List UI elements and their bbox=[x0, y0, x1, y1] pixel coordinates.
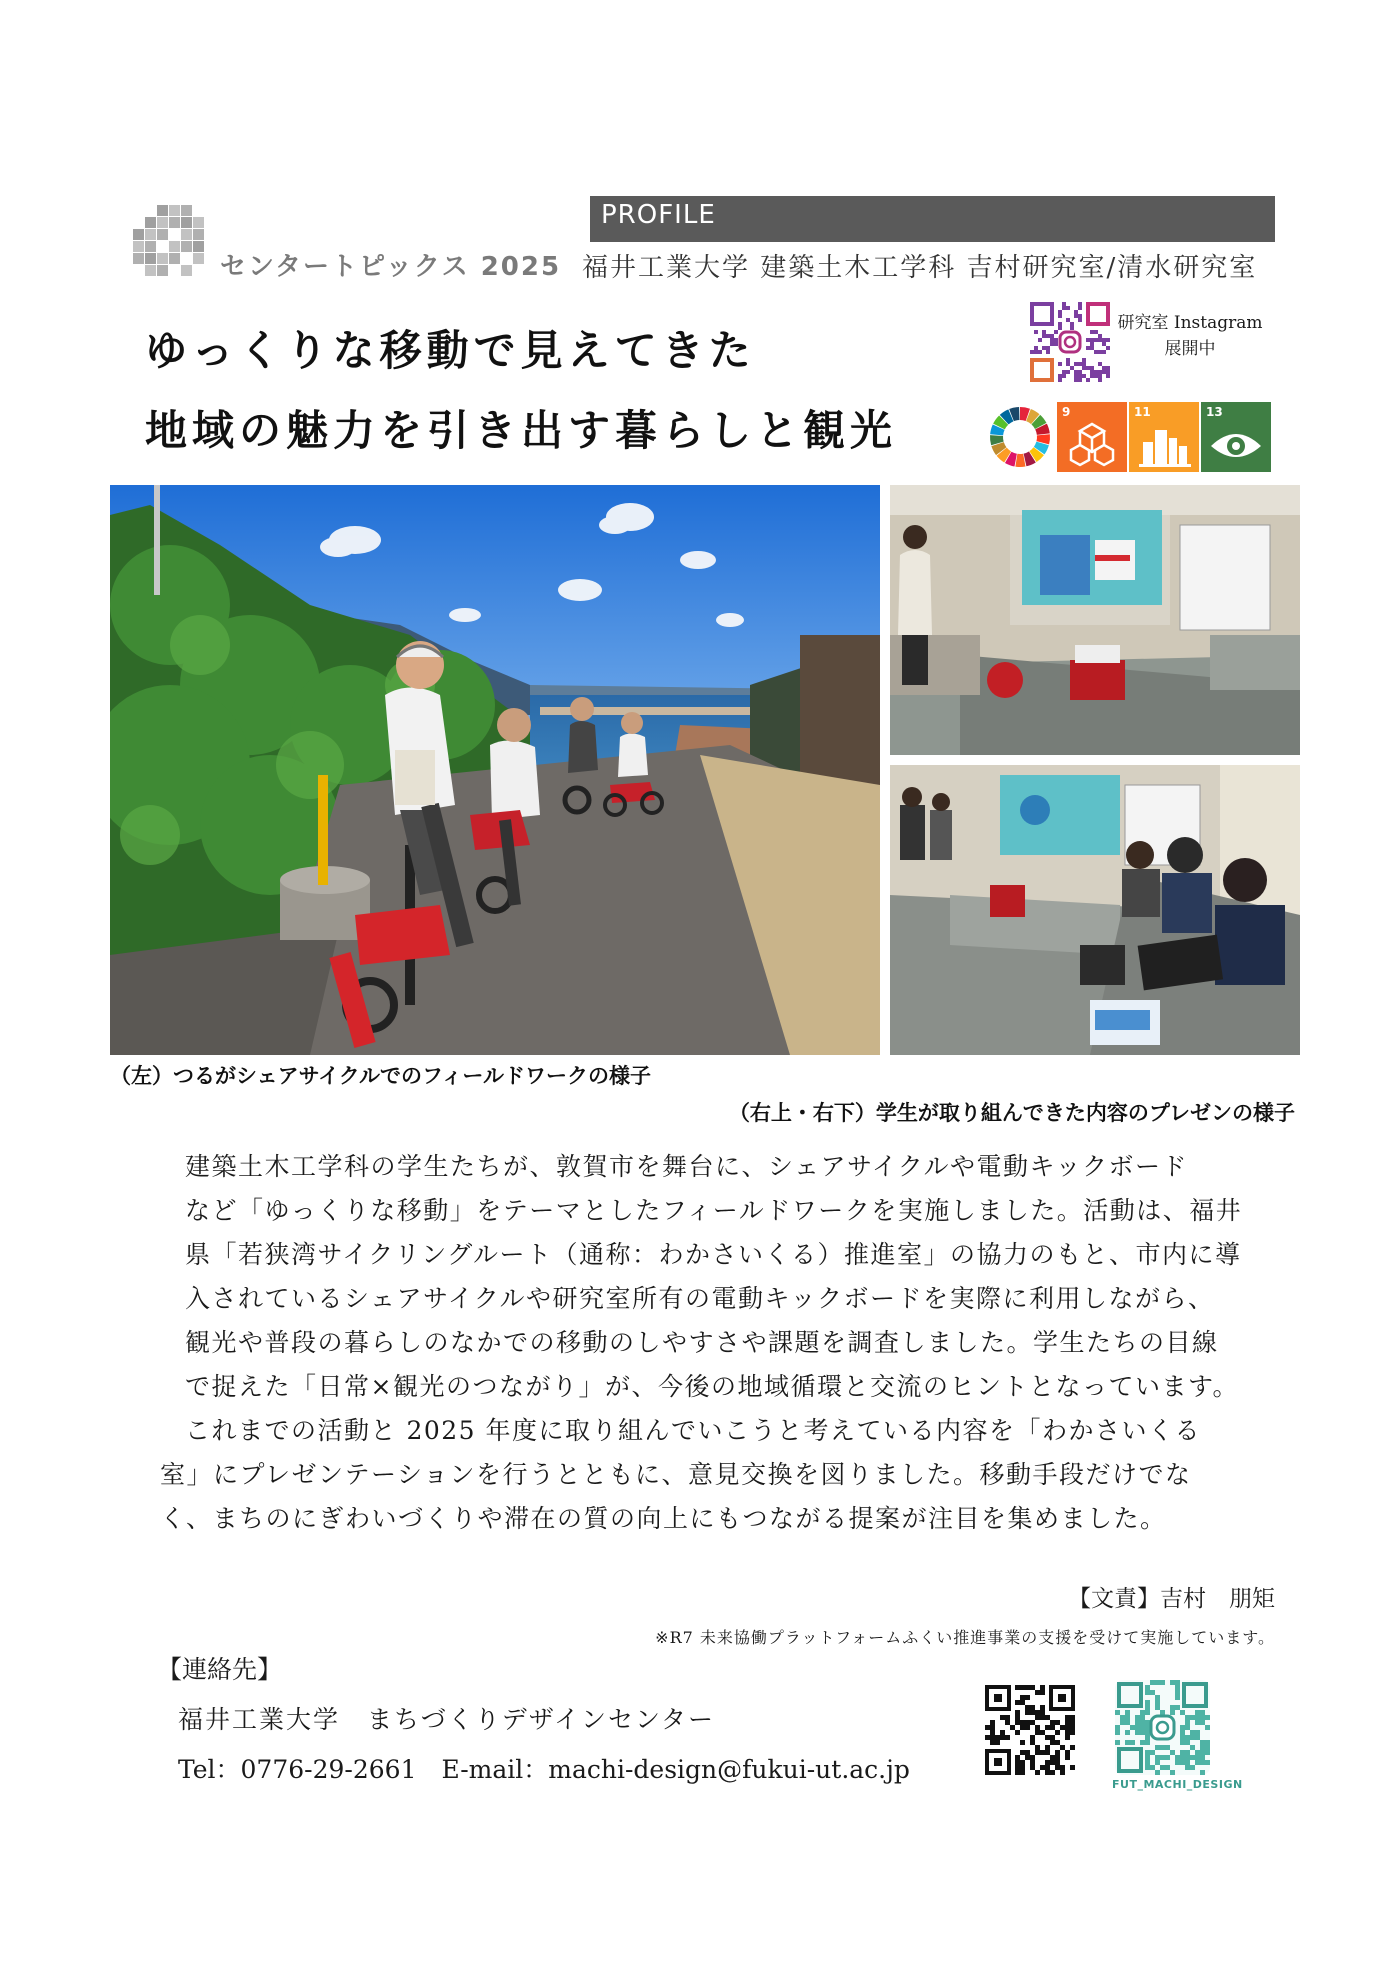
instagram-note-line-1: 研究室 Instagram bbox=[1117, 313, 1263, 333]
instagram-qr-code[interactable] bbox=[1030, 302, 1110, 382]
paragraph-2 bbox=[160, 1409, 1280, 1541]
lab-affiliation: 福井工業大学 建築土木工学科 吉村研究室/清水研究室 bbox=[582, 253, 1258, 283]
sdg-goal-13-icon bbox=[1201, 402, 1271, 472]
sdgs-wheel-icon bbox=[985, 402, 1055, 472]
fut-instagram-qr-code[interactable] bbox=[1115, 1680, 1210, 1775]
paragraph-1 bbox=[160, 1145, 1280, 1409]
sdg-goal-9-number: 9 bbox=[1062, 405, 1071, 419]
center-logo-icon bbox=[133, 205, 205, 277]
caption-right: （右上・右下）学生が取り組んできた内容のプレゼンの様子 bbox=[728, 1101, 1295, 1125]
sdg-goal-11-icon bbox=[1129, 402, 1199, 472]
cycling-fieldwork-photo bbox=[110, 485, 880, 1055]
paragraph-1-line: 入されているシェアサイクルや研究室所有の電動キックボードを実際に利用しながら、 bbox=[185, 1284, 1215, 1313]
instagram-note-line-2: 展開中 bbox=[1164, 339, 1216, 359]
paragraph-1-line: で捉えた「日常×観光のつながり」が、今後の地域循環と交流のヒントとなっています。 bbox=[185, 1372, 1239, 1401]
fut-instagram-label: FUT_MACHI_DESIGN bbox=[1112, 1778, 1243, 1791]
paragraph-2-line: 室」にプレゼンテーションを行うとともに、意見交換を図りました。移動手段だけでな bbox=[160, 1460, 1192, 1489]
presentation-photo-top bbox=[890, 485, 1300, 755]
paragraph-2-line: く、まちのにぎわいづくりや滞在の質の向上にもつながる提案が注目を集めました。 bbox=[160, 1504, 1167, 1533]
author-credit: 【文責】吉村 朋矩 bbox=[1068, 1586, 1275, 1612]
sdg-goal-11-number: 11 bbox=[1134, 405, 1151, 419]
funding-note: ※R7 未来協働プラットフォームふくい推進事業の支援を受けて実施しています。 bbox=[655, 1628, 1275, 1647]
contact-organization: 福井工業大学 まちづくりデザインセンター bbox=[178, 1705, 716, 1734]
paragraph-1-line: など「ゆっくりな移動」をテーマとしたフィールドワークを実施しました。活動は、福井 bbox=[185, 1196, 1243, 1225]
sdg-goal-13-number: 13 bbox=[1206, 405, 1223, 419]
contact-heading: 【連絡先】 bbox=[157, 1655, 283, 1684]
contact-tel-email[interactable]: Tel：0776-29-2661 E-mail：machi-design@fukui-ut.ac.jp bbox=[178, 1755, 910, 1784]
paragraph-1-line: 建築土木工学科の学生たちが、敦賀市を舞台に、シェアサイクルや電動キックボード bbox=[185, 1152, 1189, 1181]
profile-label: PROFILE bbox=[601, 200, 716, 230]
title-line-2: 地域の魅力を引き出す暮らしと観光 bbox=[145, 406, 898, 455]
paragraph-1-line: 観光や普段の暮らしのなかでの移動のしやすさや課題を調査しました。学生たちの目線 bbox=[185, 1328, 1219, 1357]
article-body bbox=[160, 1145, 1280, 1541]
paragraph-2-line: これまでの活動と 2025 年度に取り組んでいこうと考えている内容を「わかさいくる bbox=[185, 1416, 1202, 1445]
presentation-photo-bottom bbox=[890, 765, 1300, 1055]
instagram-note bbox=[1115, 310, 1265, 362]
paragraph-1-line: 県「若狭湾サイクリングルート（通称：わかさいくる）推進室」の協力のもと、市内に導 bbox=[185, 1240, 1242, 1269]
series-label: センタートピックス 2025 bbox=[220, 252, 562, 282]
website-qr-code[interactable] bbox=[985, 1685, 1075, 1775]
sdg-goal-9-icon bbox=[1057, 402, 1127, 472]
caption-left: （左）つるがシェアサイクルでのフィールドワークの様子 bbox=[110, 1064, 651, 1088]
title-line-1: ゆっくりな移動で見えてきた bbox=[145, 326, 756, 375]
